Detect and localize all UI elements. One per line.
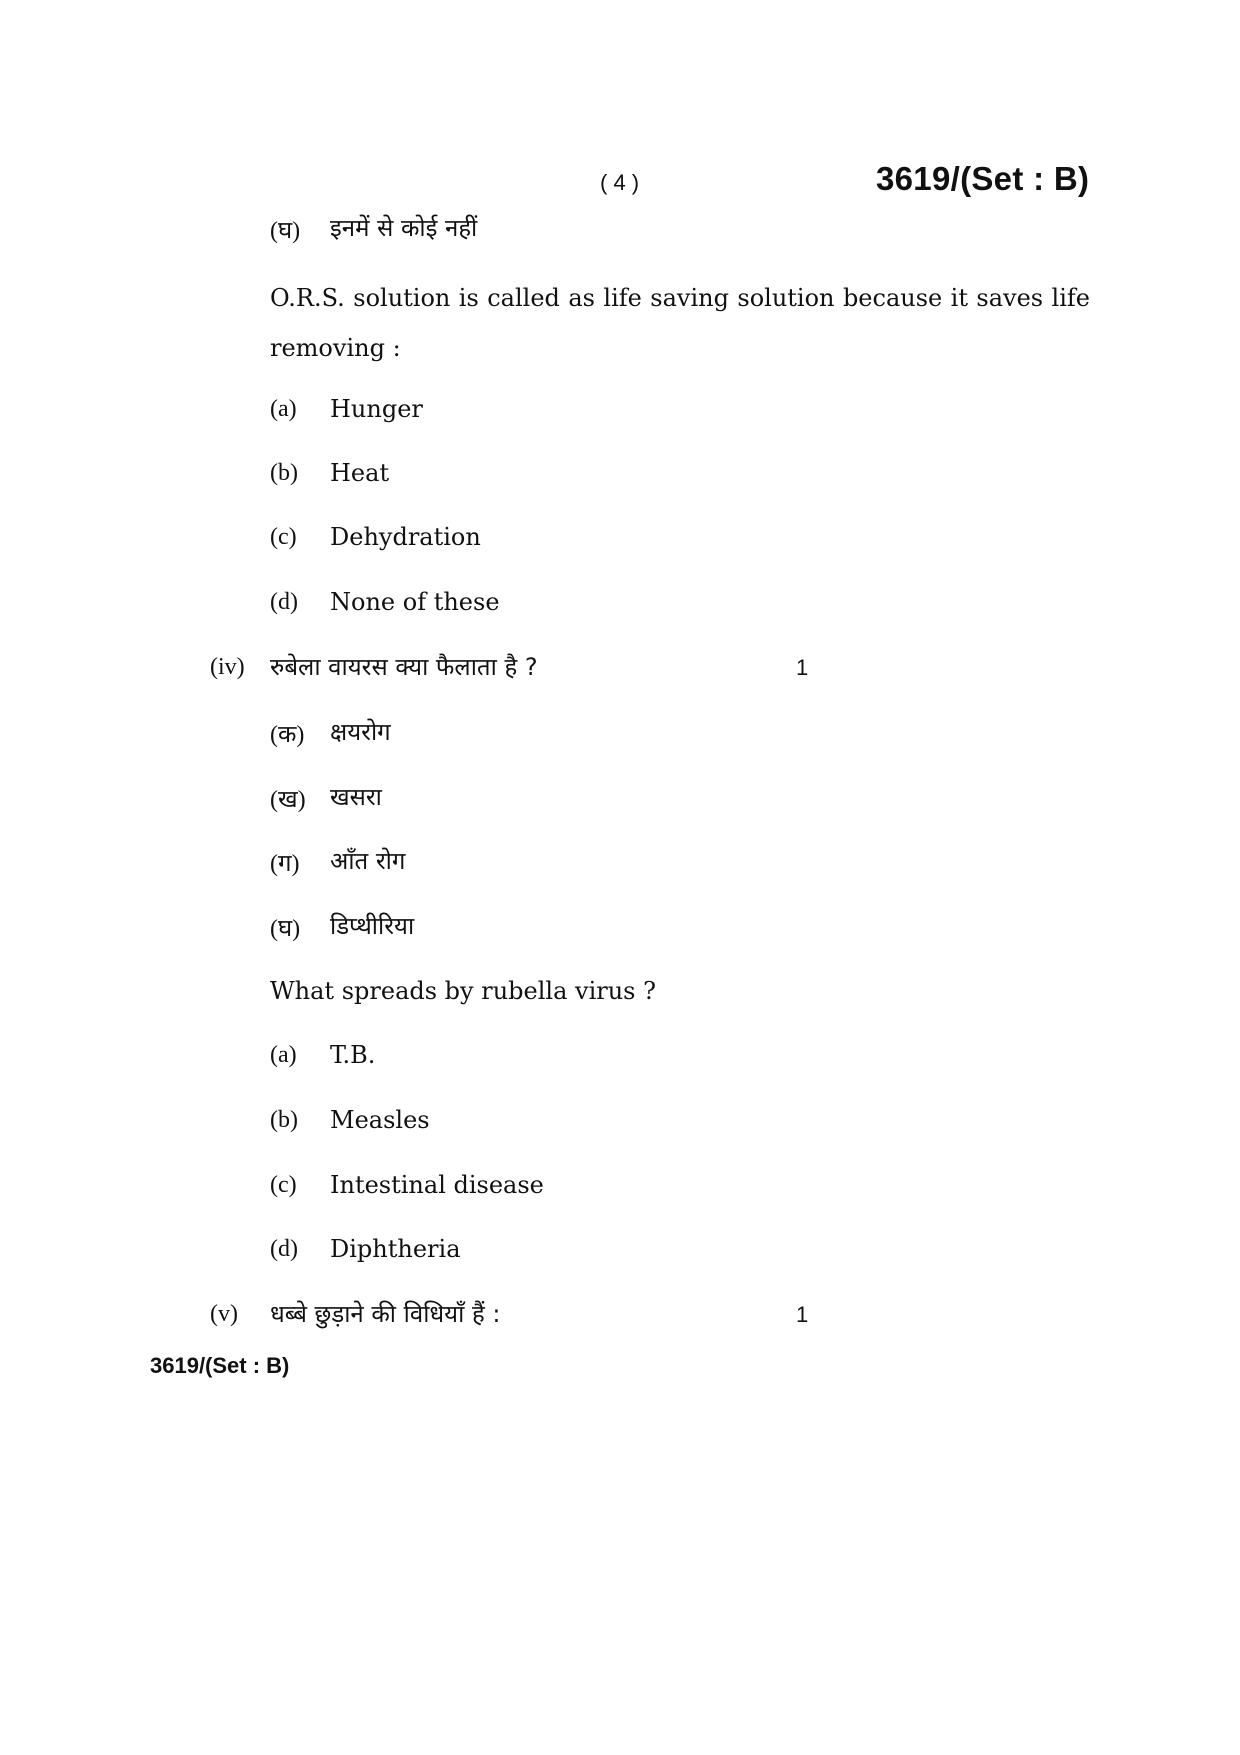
question-text-hindi: धब्बे छुड़ाने की विधियाँ हैं :: [270, 1300, 501, 1328]
question-text-english: O.R.S. solution is called as life saving solution because it saves life removing :: [270, 284, 1090, 362]
option-marker: (ख): [270, 787, 306, 813]
question-marks: 1: [796, 1302, 809, 1327]
option-marker: (c): [270, 524, 297, 550]
option-text: आँत रोग: [330, 847, 406, 875]
option-marker: (क): [270, 722, 305, 748]
option-marker: (b): [270, 460, 298, 486]
option-text: T.B.: [330, 1041, 376, 1069]
question-marks: 1: [796, 655, 809, 680]
option-text: Diphtheria: [330, 1235, 461, 1263]
option-marker: (b): [270, 1107, 298, 1133]
question-text-hindi: रुबेला वायरस क्या फैलाता है ?: [270, 653, 538, 681]
option-marker: (d): [270, 1236, 298, 1262]
option-marker: (घ): [270, 218, 301, 244]
option-text: Dehydration: [330, 523, 481, 551]
question-text-english: What spreads by rubella virus ?: [270, 977, 656, 1005]
option-text: None of these: [330, 588, 500, 616]
option-text: क्षयरोग: [330, 718, 391, 746]
option-marker: (a): [270, 1042, 297, 1068]
option-text: Measles: [330, 1106, 430, 1134]
option-text: डिप्थीरिया: [330, 912, 415, 940]
option-text: Hunger: [330, 395, 423, 423]
option-text: Intestinal disease: [330, 1171, 544, 1199]
page-number: ( 4 ): [600, 170, 640, 195]
option-marker: (c): [270, 1172, 297, 1198]
option-marker: (ग): [270, 851, 300, 877]
question-number: (v): [210, 1301, 238, 1327]
option-marker: (d): [270, 589, 298, 615]
option-text: खसरा: [330, 783, 382, 811]
option-marker: (a): [270, 396, 297, 422]
option-text: इनमें से कोई नहीं: [330, 214, 478, 242]
set-code-footer: 3619/(Set : B): [150, 1353, 290, 1378]
option-marker: (घ): [270, 916, 301, 942]
option-text: Heat: [330, 459, 390, 487]
set-code-header: 3619/(Set : B): [876, 160, 1090, 197]
question-number: (iv): [210, 654, 245, 680]
